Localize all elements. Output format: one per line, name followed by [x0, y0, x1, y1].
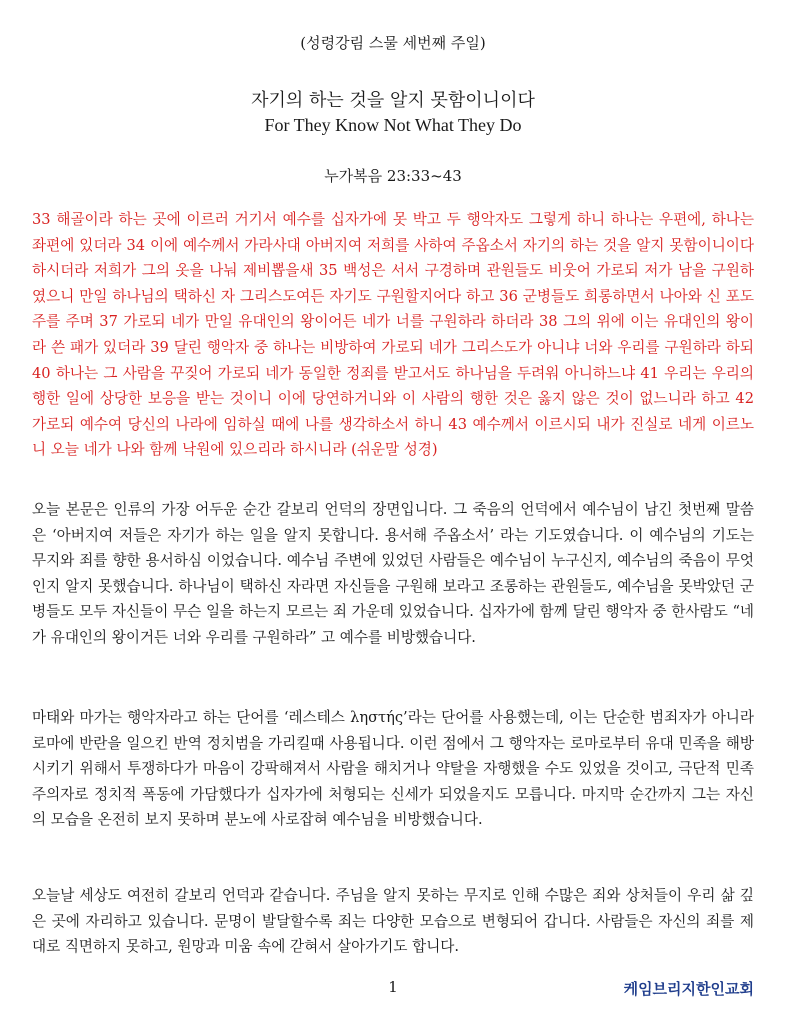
sermon-title-korean: 자기의 하는 것을 알지 못함이니이다: [251, 90, 535, 111]
occasion-label: (성령강림 스물 세번째 주일): [300, 34, 486, 52]
church-name: 케임브리지한인교회: [623, 980, 754, 998]
body-paragraph-3: 오늘날 세상도 여전히 갈보리 언덕과 같습니다. 주님을 알지 못하는 무지로 인해 수많은 죄와 상처들이 우리 삶 깊은 곳에 자리하고 있습니다. 문명이 발달할수록 죄는 다양한 모습으로 변형되어 갑니다. 사람들은 자신의 죄를 제대로 직면하지 못하고, 원망과 미움 속에 갇혀서 살아가기도 합니다.: [32, 887, 754, 956]
scripture-passage: 33 해골이라 하는 곳에 이르러 거기서 예수를 십자가에 못 박고 두 행악자도 그렇게 하니 하나는 우편에, 하나는 좌편에 있더라 34 이에 예수께서 가라사대 아버지여 저희를 사하여 주옵소서 자기의 하는 것을 알지 못함이니이다 하시더라 저희가 그의 옷을 나눠 제비뽑을새 35 백성은 서서 구경하며 관원들도 비웃어 가로되 저가 남을 구원하였으니 만일 하나님의 택하신 자 그리스도여든 자기도 구원할지어다 하고 36 군병들도 희롱하면서 나아와 신 포도주를 주며 37 가로되 네가 만일 유대인의 왕이어든 네가 너를 구원하라 하더라 38 그의 위에 이는 유대인의 왕이라 쓴 패가 있더라 39 달린 행악자 중 하나는 비방하여 가로되 네가 그리스도가 아니냐 너와 우리를 구원하라 하되 40 하나는 그 사람을 꾸짖어 가로되 네가 동일한 정죄를 받고서도 하나님을 두려워 아니하느냐 41 우리는 우리의 행한 일에 상당한 보응을 받는 것이니 이에 당연하거니와 이 사람의 행한 것은 옳지 않은 것이 없느니라 하고 42 가로되 예수여 당신의 나라에 임하실 때에 나를 생각하소서 하니 43 예수께서 이르시되 내가 진실로 네게 이르노니 오늘 네가 나와 함께 낙원에 있으리라 하시니라 (쉬운말 성경): [32, 211, 754, 459]
body-paragraph-1: 오늘 본문은 인류의 가장 어두운 순간 갈보리 언덕의 장면입니다. 그 죽음의 언덕에서 예수님이 남긴 첫번째 말씀은 ‘아버지여 저들은 자기가 하는 일을 알지 못합니다. 용서해 주옵소서’ 라는 기도였습니다. 이 예수님의 기도는 무지와 죄를 향한 용서하심 이었습니다. 예수님 주변에 있었던 사람들은 예수님이 누구신지, 예수님의 죽음이 무엇인지 알지 못했습니다. 하나님이 택하신 자라면 자신들을 구원해 보라고 조롱하는 관원들도, 예수님을 못박았던 군병들도 모두 자신들이 무슨 일을 하는지 모르는 죄 가운데 있었습니다. 십자가에 함께 달린 행악자 중 한사람도 “네가 유대인의 왕이거든 너와 우리를 구원하라” 고 예수를 비방했습니다.: [32, 501, 754, 646]
body-paragraph-2: 마태와 마가는 행악자라고 하는 단어를 ‘레스테스 ληστής’라는 단어를 사용했는데, 이는 단순한 범죄자가 아니라 로마에 반란을 일으킨 반역 정치범을 가리킬때 사용됩니다. 이런 점에서 그 행악자는 로마로부터 유대 민족을 해방시키기 위해서 투쟁하다가 마음이 강팍해져서 사람을 해치거나 약탈을 자행했을 수도 있었을 것이고, 극단적 민족주의자로 정치적 폭동에 가담했다가 십자가에 처형되는 신세가 되었을지도 모릅니다. 마지막 순간까지 그는 자신의 모습을 온전히 보지 못하며 분노에 사로잡혀 예수님을 비방했습니다.: [32, 709, 754, 829]
scripture-reference: 누가복음 23:33~43: [324, 167, 462, 185]
page-number: 1: [388, 978, 398, 996]
sermon-title-english: For They Know Not What They Do: [264, 115, 522, 135]
